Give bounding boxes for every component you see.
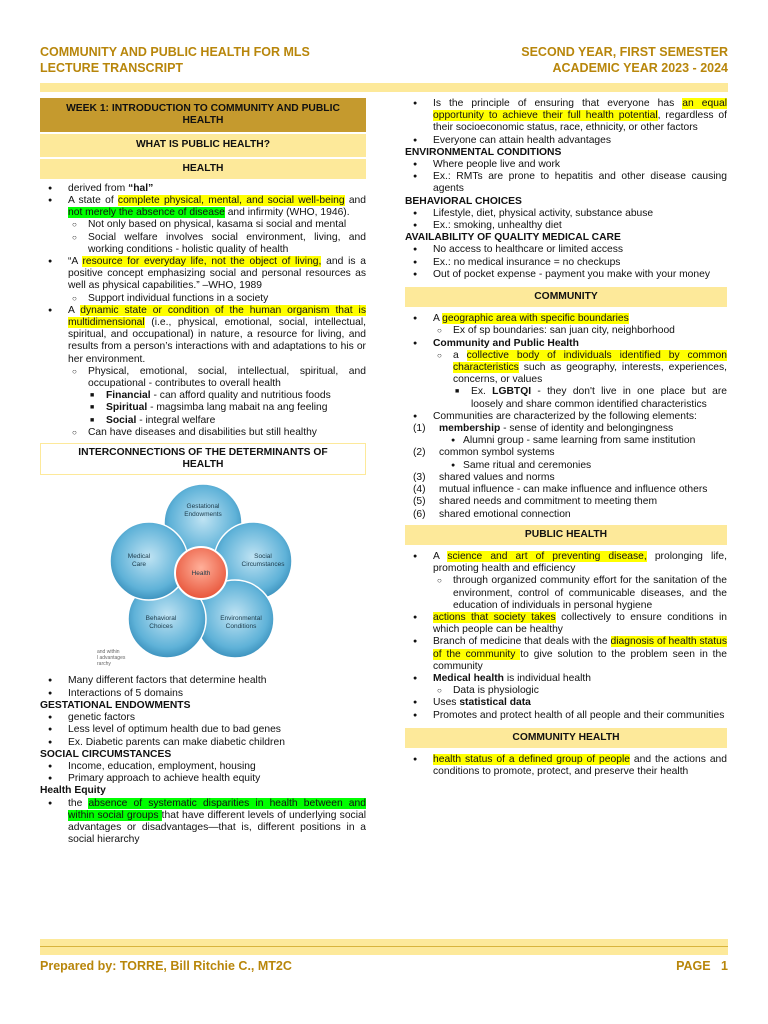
section-community: COMMUNITY — [405, 287, 727, 307]
list-item: ○ a collective body of individuals identified by common characteristics such as geography, interests, experiences, concerns, or values ■ Ex. LGBTQI - they don't live in one place but are loosely and share common identified characteristics — [433, 350, 727, 411]
section-what-is-public-health: WHAT IS PUBLIC HEALTH? — [40, 134, 366, 156]
list-item: ● Lifestyle, diet, physical activity, substance abuse — [405, 208, 727, 220]
petal-medical — [110, 522, 188, 600]
section-community-health: COMMUNITY HEALTH — [405, 728, 727, 748]
sub-list — [433, 350, 727, 411]
sub-list — [433, 325, 727, 337]
list-item: ■ Ex. LGBTQI - they don't live in one place but are loosely and share common identified characteristics — [453, 386, 727, 410]
list-item: ■ Social - integral welfare — [88, 415, 366, 427]
community-health-list — [405, 754, 727, 778]
list-item: ● “A resource for everyday life, not the object of living, and is a positive concept emphasizing social and personal resources as well as physical capabilities.” –WHO, 1989 ○ Support individual functions in a society — [40, 256, 366, 305]
caption-1: and within — [97, 649, 120, 656]
sub-list — [439, 435, 727, 447]
list-item: ● A geographic area with specific boundaries ○ Ex of sp boundaries: san juan city, neighborhood — [405, 313, 727, 337]
list-item: ● health status of a defined group of people and the actions and conditions to promote, protect, and preserve their health — [405, 754, 727, 778]
header-right — [521, 44, 728, 76]
list-item: ● Promotes and protect health of all people and their communities — [405, 710, 727, 722]
prepared-by: Prepared by: TORRE, Bill Ritchie C., MT2C — [40, 959, 292, 973]
list-item: ● No access to healthcare or limited access — [405, 244, 727, 256]
list-item: ■ Spiritual - magsimba lang mabait na ang feeling — [88, 402, 366, 414]
header-divider — [40, 83, 728, 92]
list-item: ● derived from “hal” — [40, 183, 366, 195]
section-public-health: PUBLIC HEALTH — [405, 525, 727, 545]
list-item: (1) membership - sense of identity and belongingness ● Alumni group - same learning from same institution — [405, 423, 727, 447]
social-list — [40, 761, 366, 785]
doc-type: LECTURE TRANSCRIPT — [40, 61, 184, 75]
determinants-diagram — [95, 481, 305, 671]
list-item: (2) common symbol systems ● Same ritual and ceremonies — [405, 447, 727, 471]
list-item: (6) shared emotional connection — [413, 508, 571, 520]
list-item: ○ Ex of sp boundaries: san juan city, neighborhood — [433, 325, 727, 337]
heading-health-equity: Health Equity — [40, 785, 106, 797]
list-item: ● Is the principle of ensuring that everyone has an equal opportunity to achieve their full health potential, regardless of their socioeconomic status, race, ethnicity, or other factors — [405, 98, 727, 135]
list-item: ● Branch of medicine that deals with the diagnosis of health status of the community to give solution to the problem seen in the community — [405, 636, 727, 673]
heading-environmental: ENVIRONMENTAL CONDITIONS — [405, 146, 562, 158]
environmental-list — [405, 159, 727, 196]
caption-3: rarchy — [97, 661, 111, 668]
heading-availability: AVAILABILITY OF QUALITY MEDICAL CARE — [405, 232, 621, 244]
list-item: ● A state of complete physical, mental, and social well-being and not merely the absence of disease and infirmity (WHO, 1946). ○ Not only based on physical, kasama si social and mental ○ Social welfare involves social environment, living, and working conditions - holistic quality of health — [40, 195, 366, 256]
list-item: ● Primary approach to achieve health equity — [40, 773, 366, 785]
week-title: WEEK 1: INTRODUCTION TO COMMUNITY AND PUBLIC HEALTH — [40, 98, 366, 132]
list-item: ● the absence of systematic disparities in health between and within social groups that have different levels of underlying social advantages or disadvantages—that is, different positions in a social hierarchy — [40, 798, 366, 847]
list-item: ● Community and Public Health ○ a collective body of individuals identified by common characteristics such as geography, interests, experiences, concerns, or values ■ Ex. LGBTQI - they don't live in one place but are loosely and share common identified characteristics — [405, 338, 727, 411]
list-item: ● Out of pocket expense - payment you make with your money — [405, 269, 727, 281]
label-bl-1: Behavioral — [145, 615, 177, 623]
sub-list — [433, 685, 727, 697]
sub-list — [433, 575, 727, 612]
list-item: ○ Social welfare involves social environment, living, and working conditions - holistic quality of health — [68, 232, 366, 256]
list-item: (5) shared needs and commitment to meeting them — [413, 496, 658, 508]
right-column — [405, 98, 727, 934]
list-item: ● Everyone can attain health advantages — [405, 135, 727, 147]
list-item: ● Medical health is individual health ○ Data is physiologic — [405, 673, 727, 697]
list-item: ● Interactions of 5 domains — [40, 688, 366, 700]
page-footer — [40, 960, 728, 972]
list-item: ● A science and art of preventing disease, prolonging life, promoting health and efficiency ○ through organized community effort for the sanitation of the environment, control of communicable diseases, and the education of individuals in personal hygiene — [405, 551, 727, 612]
public-health-list — [405, 551, 727, 722]
list-item: ○ Can have diseases and disabilities but still healthy — [68, 427, 366, 439]
list-item: ● genetic factors — [40, 712, 366, 724]
diagram-notes — [40, 675, 366, 699]
availability-list — [405, 244, 727, 281]
list-item: ● Ex.: no medical insurance = no checkups — [405, 257, 727, 269]
label-top-1: Gestational — [186, 503, 220, 511]
list-item: ● Less level of optimum health due to bad genes — [40, 724, 366, 736]
community-list — [405, 313, 727, 423]
label-left-2: Care — [131, 561, 147, 569]
semester: SECOND YEAR, FIRST SEMESTER — [521, 45, 728, 59]
list-item: ● Same ritual and ceremonies — [439, 460, 727, 472]
list-item: ○ Physical, emotional, social, intellectual, spiritual, and occupational - contributes to overall health ■ Financial - can afford quality and nutritious foods ■ Spiritual - magsimba lang mabait na ang feeling ■ Social - integral welfare — [68, 366, 366, 427]
list-item: ● Income, education, employment, housing — [40, 761, 366, 773]
list-item: ○ through organized community effort for the sanitation of the environment, control of communicable diseases, and the education of individuals in personal hygiene — [433, 575, 727, 612]
label-bl-2: Choices — [149, 623, 173, 631]
list-item: ● Where people live and work — [405, 159, 727, 171]
section-interconnections: INTERCONNECTIONS OF THE DETERMINANTS OF HEALTH — [40, 443, 366, 475]
label-br-2: Conditions — [225, 623, 257, 631]
sub-sub-list — [88, 390, 366, 427]
list-item: ● Communities are characterized by the following elements: — [405, 411, 727, 423]
heading-gestational: GESTATIONAL ENDOWMENTS — [40, 699, 191, 711]
list-item: ● Ex.: smoking, unhealthy diet — [405, 220, 727, 232]
academic-year: ACADEMIC YEAR 2023 - 2024 — [552, 61, 728, 75]
heading-social: SOCIAL CIRCUMSTANCES — [40, 748, 172, 760]
label-center: Health — [191, 570, 211, 578]
label-left-1: Medical — [127, 553, 151, 561]
section-health: HEALTH — [40, 159, 366, 179]
list-item: ● Alumni group - same learning from same institution — [439, 435, 727, 447]
list-item: ● Ex. Diabetic parents can make diabetic children — [40, 737, 366, 749]
equity-cont-list — [405, 98, 727, 147]
sub-list — [68, 293, 366, 305]
list-item: ■ Financial - can afford quality and nutritious foods — [88, 390, 366, 402]
sub-list — [68, 219, 366, 256]
sub-list — [68, 366, 366, 439]
label-right-2: Circumstances — [241, 561, 285, 569]
page-header — [40, 44, 728, 80]
health-list — [40, 183, 366, 439]
list-item: (3) shared values and norms — [413, 471, 555, 483]
list-item: ● A dynamic state or condition of the human organism that is multidimensional (i.e., physical, emotional, social, intellectual, spiritual, and occupational) in nature, a resource for living, and results from a person’s interactions with and adaptations to his or her environment. ○ Physical, emotional, social, intellectual, spiritual, and occupational - contributes to overall health ■ Financial - can afford quality and nutritious foods ■ Spiritual - magsimba lang mabait na ang feeling ■ Social - integral welfare ○ Can have diseases and disabilities but still healthy — [40, 305, 366, 439]
caption-2: l advantages — [97, 655, 126, 662]
left-column — [40, 98, 366, 934]
label-br-1: Environmental — [220, 615, 262, 623]
page-number: PAGE 1 — [676, 959, 728, 973]
equity-list — [40, 798, 366, 847]
list-item: (4) mutual influence - can make influence and influence others — [413, 484, 708, 496]
list-item: ○ Support individual functions in a society — [68, 293, 366, 305]
label-top-2: Endowments — [184, 511, 222, 519]
heading-behavioral: BEHAVIORAL CHOICES — [405, 195, 522, 207]
sub-list — [439, 460, 727, 472]
list-item: ○ Data is physiologic — [433, 685, 727, 697]
elements-list — [405, 423, 727, 521]
list-item: ● Ex.: RMTs are prone to hepatitis and other disease causing agents — [405, 171, 727, 195]
gestational-list — [40, 712, 366, 749]
list-item: ● Uses statistical data — [405, 697, 727, 709]
header-left — [40, 44, 310, 76]
list-item: ○ Not only based on physical, kasama si social and mental — [68, 219, 366, 231]
sub-sub-list — [453, 386, 727, 410]
list-item: ● Many different factors that determine health — [40, 675, 366, 687]
behavioral-list — [405, 208, 727, 232]
label-right-1: Social — [254, 553, 272, 561]
list-item: ● actions that society takes collectively to ensure conditions in which people can be healthy — [405, 612, 727, 636]
footer-divider — [40, 939, 728, 955]
course-title: COMMUNITY AND PUBLIC HEALTH FOR MLS — [40, 45, 310, 59]
